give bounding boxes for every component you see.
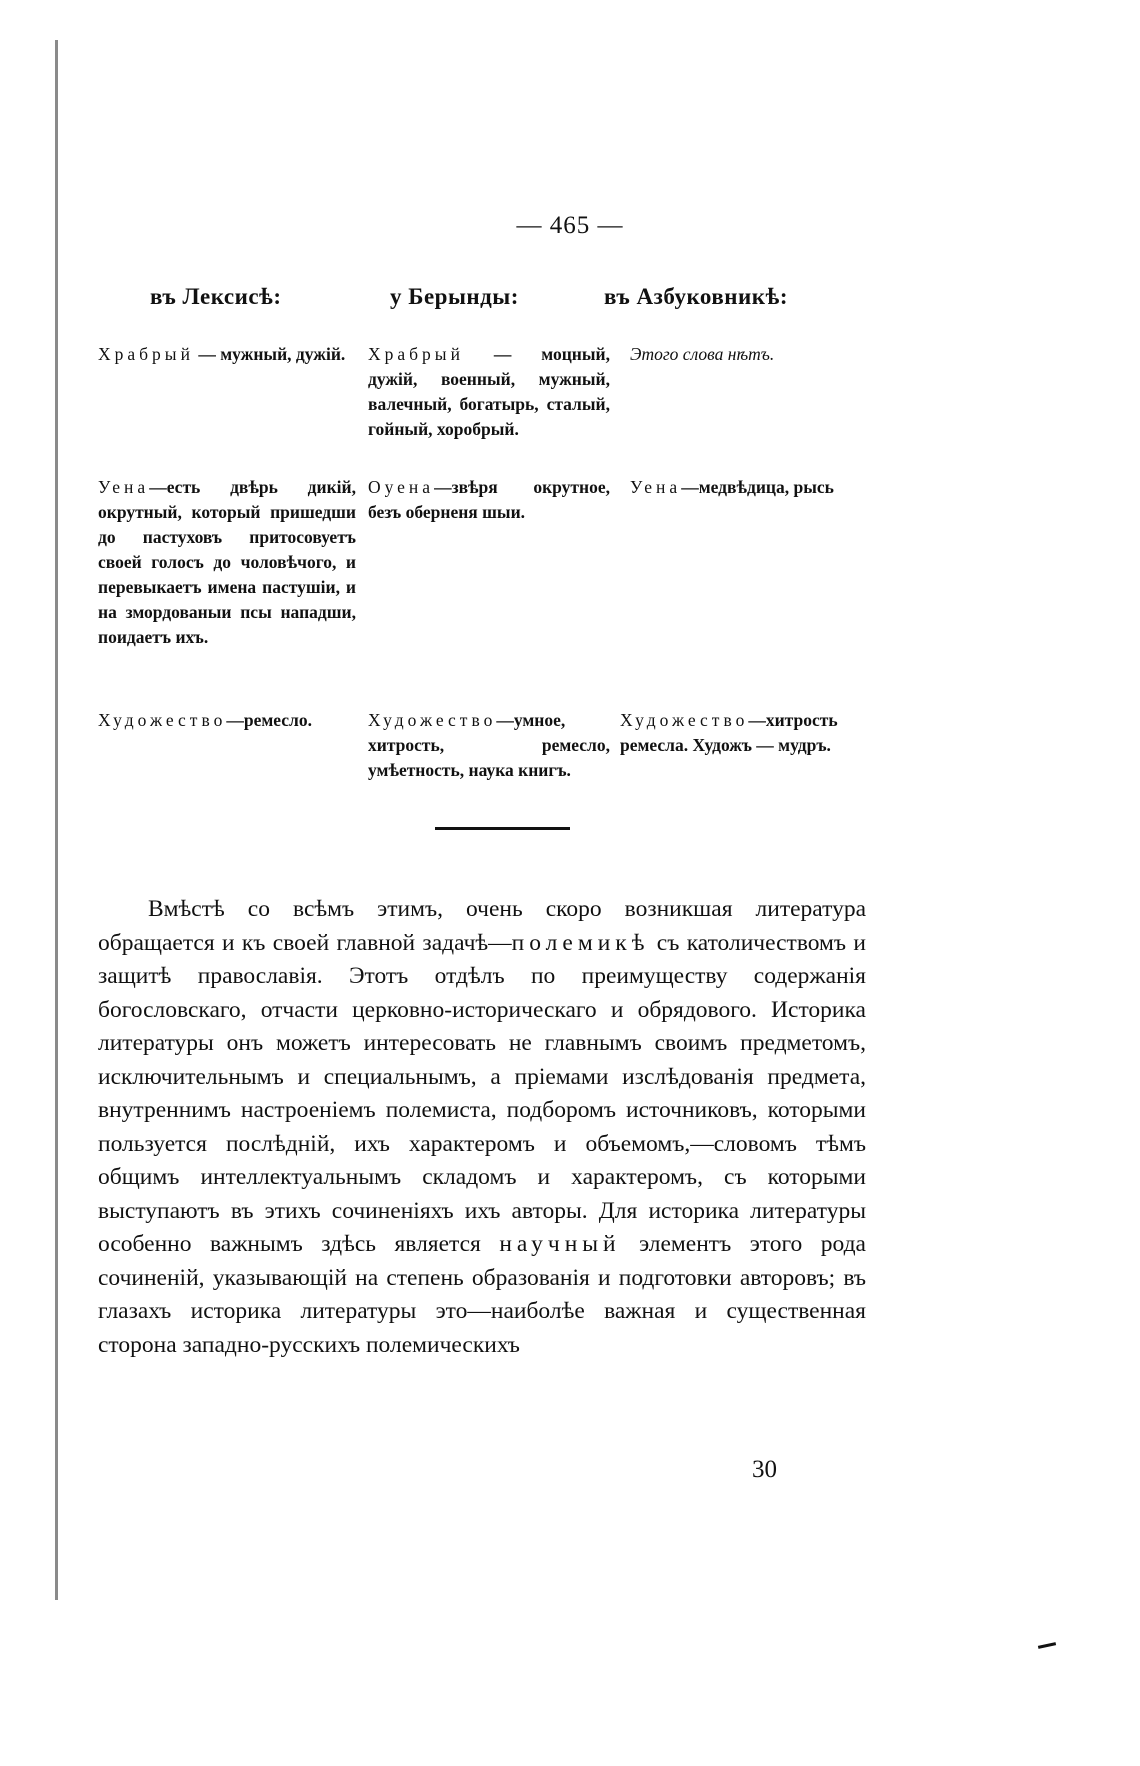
entry-3-berynda: Художество—умное, хитрость, ремесло, умѣетность, наука книгъ. <box>368 710 610 780</box>
scan-edge-shadow <box>55 40 58 1600</box>
column-header-berynda: у Берынды: <box>390 284 519 309</box>
emphasis-scientific: научный <box>499 1231 621 1257</box>
entry-3-lexis: Художество—ремесло. <box>98 710 312 730</box>
section-divider <box>435 827 570 830</box>
entry-1-lexis: Храбрый — мужный, дужій. <box>98 344 346 364</box>
page-number: — 465 — <box>516 212 624 239</box>
signature-mark: 30 <box>752 1456 777 1483</box>
entry-1-berynda: Храбрый — моцный, дужій, военный, мужный, валечный, богатырь, сталый, гойный, хоробрый. <box>368 344 610 439</box>
entry-2-lexis: Уена—есть двѣрь дикій, окрутный, который пришедши до пастуховъ притосовуетъ своей голосъ до чоловѣчого, и перевыкаетъ имена пастушіи, и на змордованыи псы нападши, поидаетъ ихъ. <box>98 477 356 647</box>
entry-1-azbukovnik: Этого слова нѣтъ. <box>630 344 775 364</box>
emphasis-polemic: полемикѣ <box>511 929 650 956</box>
entry-2-berynda: Оуена—звѣря окрутное, безъ оберненя шыи. <box>368 477 610 522</box>
entry-3-azbukovnik: Художество—хитрость ремесла. Художъ — мудръ. <box>620 710 838 755</box>
column-header-lexis: въ Лексисѣ: <box>150 284 282 309</box>
entry-2-azbukovnik: Уена—медвѣдица, рысь <box>630 477 834 497</box>
column-header-azbukovnik: въ Азбуковникѣ: <box>604 284 788 309</box>
scan-mark <box>1038 1642 1056 1649</box>
body-paragraph: Вмѣстѣ со всѣмъ этимъ, очень скоро возникшая литература обращается и къ своей главной задачѣ—полемикѣ съ католичествомъ и защитѣ православія. Этотъ отдѣлъ по преимуществу содержанія богословскаго, отчасти церковно-историческаго и обрядового. Историка литературы онъ можетъ интересовать не главнымъ своимъ предметомъ, исключительнымъ и специальнымъ, а пріемами изслѣдованія предмета, внутреннимъ настроеніемъ полемиста, подборомъ источниковъ, которыми пользуется послѣдній, ихъ характеромъ и объемомъ,—словомъ тѣмъ общимъ интеллектуальнымъ складомъ и характеромъ, съ которыми выступаютъ въ этихъ сочиненіяхъ ихъ авторы. Для историка литературы особенно важнымъ здѣсь является научный элементъ этого рода сочиненій, указывающій на степень образованія и подготовки авторовъ; въ глазахъ историка литературы это—наиболѣе важная и существенная сторона западно-русскихъ полемическихъ <box>98 896 866 1358</box>
